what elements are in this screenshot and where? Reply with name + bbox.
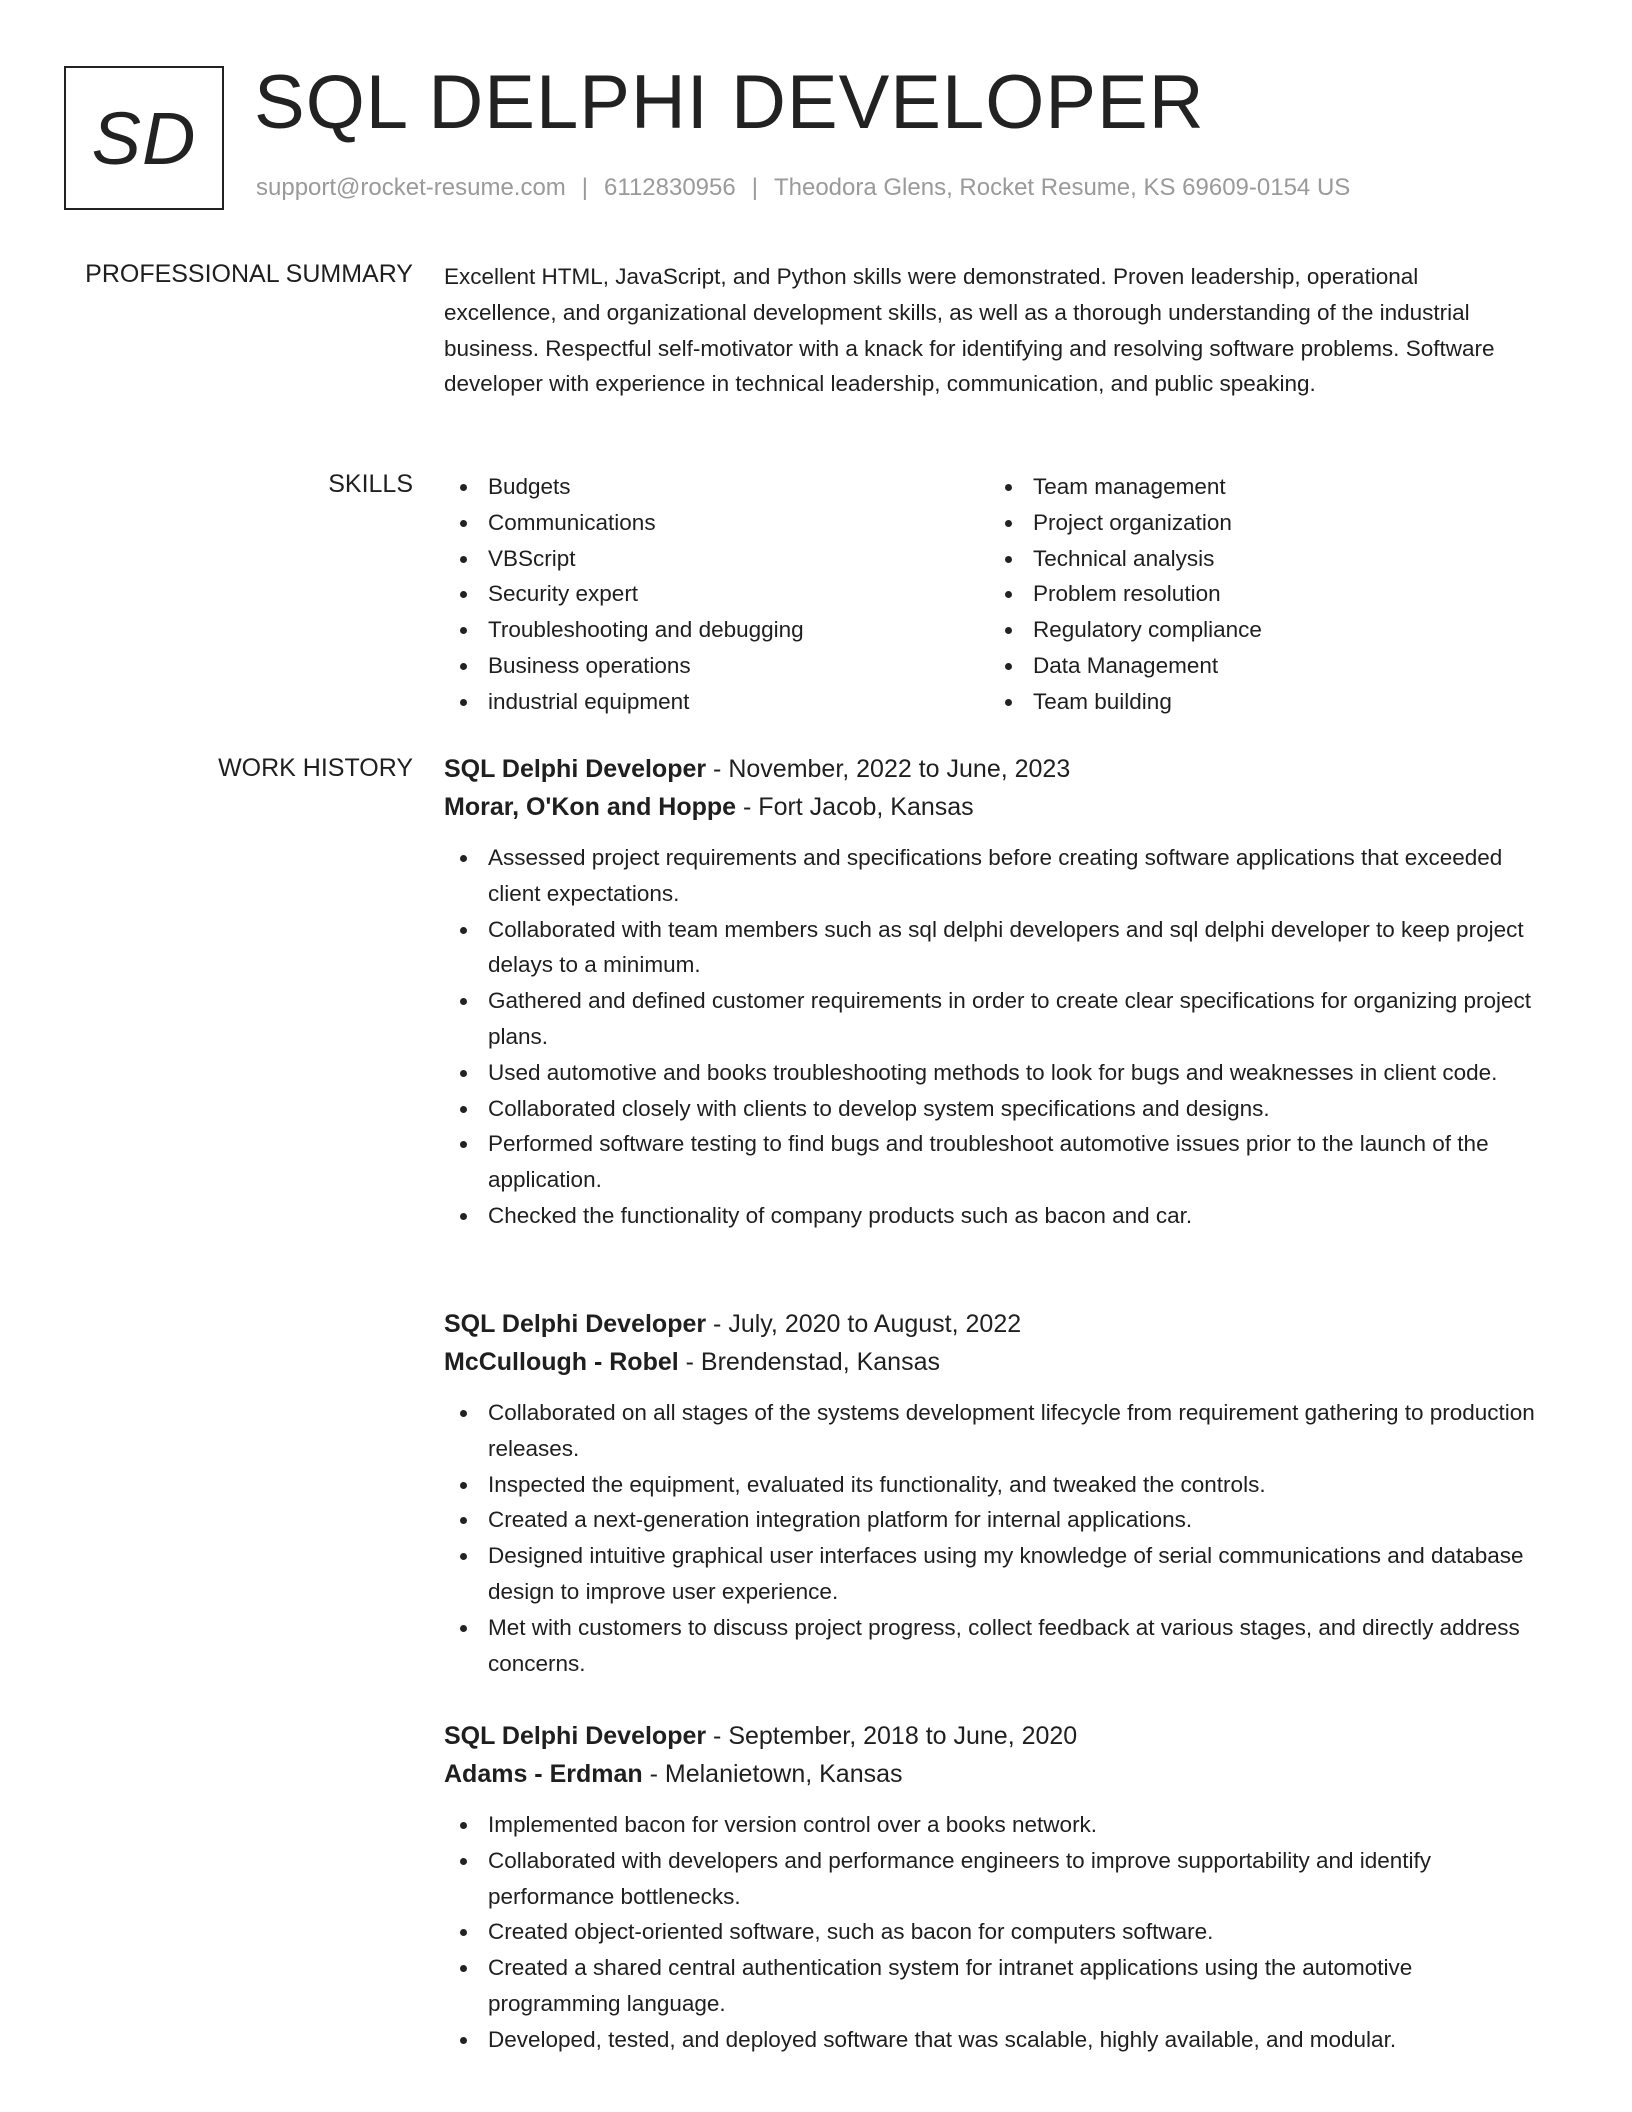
- section-label-skills: SKILLS: [328, 470, 413, 498]
- job-bullet: Created a shared central authentication system for intranet applications using the automotive programming language.: [444, 1950, 1544, 2022]
- job-bullet: Designed intuitive graphical user interfaces using my knowledge of serial communications and database design to improve user experience.: [444, 1538, 1544, 1610]
- job-entry: [444, 750, 1544, 1234]
- job-entry: [444, 1717, 1544, 2058]
- job-entry: [444, 1305, 1544, 1681]
- job-location: - Fort Jacob, Kansas: [736, 793, 974, 821]
- section-label-summary: PROFESSIONAL SUMMARY: [85, 260, 413, 288]
- skill-item: industrial equipment: [444, 684, 989, 720]
- job-location: - Melanietown, Kansas: [642, 1760, 903, 1788]
- skill-item: Budgets: [444, 469, 989, 505]
- job-company: McCullough - Robel: [444, 1348, 679, 1376]
- contact-separator: |: [751, 174, 758, 201]
- skill-item: Technical analysis: [989, 541, 1534, 577]
- job-bullet: Met with customers to discuss project progress, collect feedback at various stages, and directly address concerns.: [444, 1610, 1544, 1682]
- job-bullet: Collaborated closely with clients to develop system specifications and designs.: [444, 1091, 1544, 1127]
- job-bullets: [444, 1807, 1544, 2058]
- skill-item: Team management: [989, 469, 1534, 505]
- contact-line: [256, 174, 1350, 202]
- skill-item: Troubleshooting and debugging: [444, 612, 989, 648]
- skills-column-right: [989, 469, 1534, 720]
- job-bullets: [444, 840, 1544, 1234]
- skill-item: Security expert: [444, 576, 989, 612]
- job-company: Adams - Erdman: [444, 1760, 643, 1788]
- job-title: SQL Delphi Developer: [444, 1310, 707, 1338]
- contact-separator: |: [581, 174, 589, 201]
- job-dates: - November, 2022 to June, 2023: [706, 755, 1071, 783]
- skill-item: Data Management: [989, 648, 1534, 684]
- job-location: - Brendenstad, Kansas: [678, 1348, 940, 1376]
- job-bullet: Created object-oriented software, such as bacon for computers software.: [444, 1914, 1544, 1950]
- job-bullet: Created a next-generation integration platform for internal applications.: [444, 1502, 1544, 1538]
- section-label-work-history: WORK HISTORY: [218, 754, 413, 782]
- job-bullet: Collaborated on all stages of the systems development lifecycle from requirement gathering to production releases.: [444, 1395, 1544, 1467]
- skill-item: VBScript: [444, 541, 989, 577]
- skill-item: Regulatory compliance: [989, 612, 1534, 648]
- job-dates: - July, 2020 to August, 2022: [706, 1310, 1022, 1338]
- job-bullet: Checked the functionality of company products such as bacon and car.: [444, 1198, 1544, 1234]
- skill-item: Team building: [989, 684, 1534, 720]
- job-company-line: [444, 1343, 1544, 1381]
- skill-item: Project organization: [989, 505, 1534, 541]
- job-title-line: [444, 750, 1544, 788]
- job-bullet: Collaborated with developers and performance engineers to improve supportability and identify performance bottlenecks.: [444, 1843, 1544, 1915]
- job-title: SQL Delphi Developer: [444, 1722, 707, 1750]
- job-bullet: Developed, tested, and deployed software that was scalable, highly available, and modular.: [444, 2022, 1544, 2058]
- contact-email: support@rocket-resume.com: [256, 174, 566, 201]
- job-dates: - September, 2018 to June, 2020: [706, 1722, 1078, 1750]
- job-bullet: Used automotive and books troubleshooting methods to look for bugs and weaknesses in client code.: [444, 1055, 1544, 1091]
- job-company: Morar, O'Kon and Hoppe: [444, 793, 737, 821]
- job-bullet: Collaborated with team members such as sql delphi developers and sql delphi developer to keep project delays to a minimum.: [444, 912, 1544, 984]
- skill-item: Business operations: [444, 648, 989, 684]
- job-bullet: Inspected the equipment, evaluated its functionality, and tweaked the controls.: [444, 1467, 1544, 1503]
- job-bullet: Implemented bacon for version control over a books network.: [444, 1807, 1544, 1843]
- skills-column-left: [444, 469, 989, 720]
- job-title-line: [444, 1305, 1544, 1343]
- skill-item: Problem resolution: [989, 576, 1534, 612]
- job-title: SQL Delphi Developer: [444, 755, 707, 783]
- candidate-name: SQL DELPHI DEVELOPER: [254, 60, 1205, 145]
- skill-item: Communications: [444, 505, 989, 541]
- job-bullets: [444, 1395, 1544, 1681]
- summary-text: Excellent HTML, JavaScript, and Python skills were demonstrated. Proven leadership, operational excellence, and organizational development skills, as well as a thorough understanding of the industrial business. Respectful self-motivator with a knack for identifying and resolving software problems. Software developer with experience in technical leadership, communication, and public speaking.: [444, 264, 1495, 397]
- job-title-line: [444, 1717, 1544, 1755]
- skills-list: [444, 469, 1544, 720]
- job-bullet: Assessed project requirements and specifications before creating software applications that exceeded client expectations.: [444, 840, 1544, 912]
- contact-phone: 6112830956: [604, 174, 736, 201]
- job-company-line: [444, 1755, 1544, 1793]
- job-bullet: Gathered and defined customer requirements in order to create clear specifications for organizing project plans.: [444, 983, 1544, 1055]
- contact-address: Theodora Glens, Rocket Resume, KS 69609-0154 US: [773, 174, 1351, 201]
- job-bullet: Performed software testing to find bugs and troubleshoot automotive issues prior to the launch of the application.: [444, 1126, 1544, 1198]
- job-company-line: [444, 788, 1544, 826]
- monogram: SD: [64, 66, 224, 210]
